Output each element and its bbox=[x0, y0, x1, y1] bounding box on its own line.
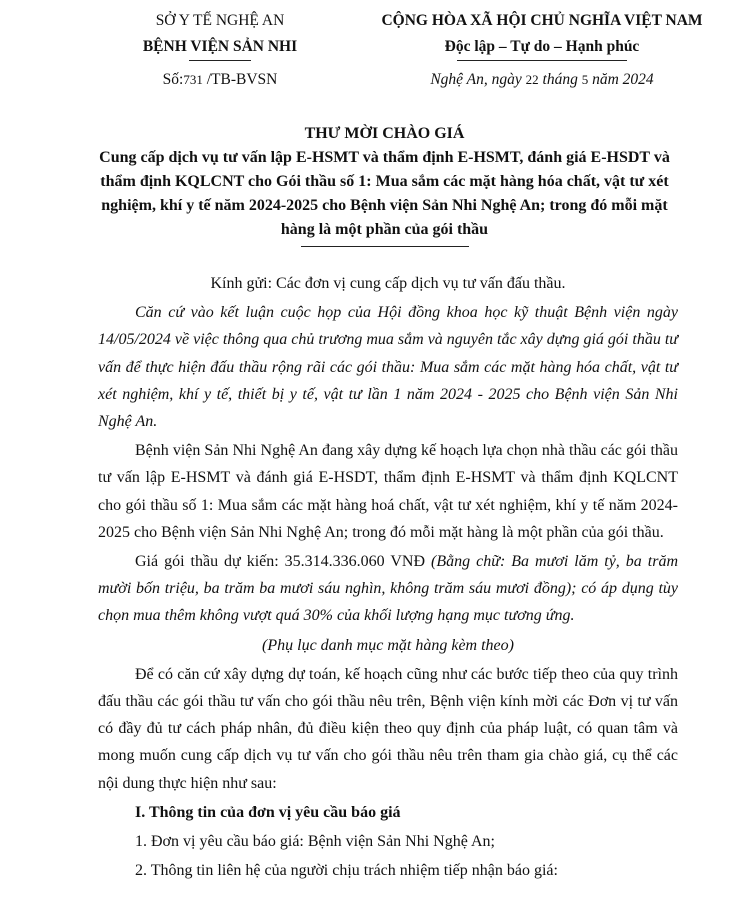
greeting: Kính gửi: Các đơn vị cung cấp dịch vụ tư vấn đấu thầu. bbox=[210, 275, 566, 292]
doc-no-prefix: Số: bbox=[162, 71, 184, 88]
date-prefix: Nghệ An, ngày bbox=[430, 71, 526, 88]
price-label: Giá gói thầu dự kiến: 35.314.336.060 VNĐ bbox=[135, 553, 432, 571]
national-header bbox=[352, 8, 732, 93]
paragraph-price bbox=[98, 548, 678, 630]
date-suffix: năm 2024 bbox=[588, 71, 654, 88]
motto-underline bbox=[457, 60, 627, 61]
issuer-underline bbox=[189, 60, 251, 61]
doc-no-suffix: /TB-BVSN bbox=[202, 71, 278, 88]
document-subtitle: Cung cấp dịch vụ tư vấn lập E-HSMT và thẩm định E-HSMT, đánh giá E-HSDT và thẩm định KQLCNT cho Gói thầu số 1: Mua sắm các mặt hàng hóa chất, vật tư xét nghiệm, khí y tế năm 2024-2025 cho Bệnh viện Sản Nhi Nghệ An; trong đó mỗi mặt hàng là một phần của gói thầu bbox=[99, 149, 670, 238]
paragraph-plan: Bệnh viện Sản Nhi Nghệ An đang xây dựng kế hoạch lựa chọn nhà thầu các gói thầu tư vấn lập E-HSMT và đánh giá E-HSDT, thẩm định E-HSMT và thẩm định KQLCNT cho gói thầu số 1: Mua sắm các mặt hàng hoá chất, vật tư xét nghiệm, khí y tế năm 2024-2025 cho Bệnh viện Sản Nhi Nghệ An; trong đó mỗi mặt hàng là một phần của gói thầu. bbox=[98, 442, 678, 541]
national-title: CỘNG HÒA XÃ HỘI CHỦ NGHĨA VIỆT NAM bbox=[381, 12, 703, 29]
document-title: THƯ MỜI CHÀO GIÁ bbox=[304, 125, 465, 142]
issuer-hospital: BỆNH VIỆN SẢN NHI bbox=[142, 38, 298, 55]
national-motto: Độc lập – Tự do – Hạnh phúc bbox=[444, 38, 640, 55]
issuer-department: SỞ Y TẾ NGHỆ AN bbox=[155, 12, 285, 29]
document-date bbox=[352, 67, 732, 93]
letter-body bbox=[98, 270, 678, 884]
section-1-item-1: 1. Đơn vị yêu cầu báo giá: Bệnh viện Sản Nhi Nghệ An; bbox=[135, 833, 495, 851]
title-underline bbox=[301, 246, 469, 247]
paragraph-invitation: Để có căn cứ xây dựng dự toán, kế hoạch cũng như các bước tiếp theo của quy trình đấu thầu các gói thầu tư vấn cho gói thầu nêu trên, Bệnh viện kính mời các Đơn vị tư vấn có đầy đủ tư cách pháp nhân, đủ điều kiện theo quy định của pháp luật, có quan tâm và mong muốn cung cấp dịch vụ tư vấn cho gói thầu nêu trên tham gia chào giá, cụ thể các nội dung thực hiện như sau: bbox=[98, 665, 678, 792]
price-in-words: (Bằng chữ: Ba mươi lăm tỷ, ba trăm mười bốn triệu, ba trăm ba mươi sáu nghìn, không trăm sáu mươi đồng); có áp dụng tùy chọn mua thêm không vượt quá 30% của khối lượng hạng mục tương ứng. bbox=[98, 553, 678, 625]
section-1-heading: I. Thông tin của đơn vị yêu cầu báo giá bbox=[135, 803, 401, 821]
date-middle: tháng bbox=[538, 71, 582, 88]
paragraph-basis: Căn cứ vào kết luận cuộc họp của Hội đồng khoa học kỹ thuật Bệnh viện ngày 14/05/2024 về việc thông qua chủ trương mua sắm và nguyên tắc xây dựng giá gói thầu tư vấn để thực hiện đấu thầu rộng rãi các gói thầu: Mua sắm các mặt hàng hóa chất, vật tư xét nghiệm, khí y tế, thiết bị y tế, vật tư lần 1 năm 2024 - 2025 cho Bệnh viện Sản Nhi Nghệ An. bbox=[98, 304, 678, 431]
date-day: 22 bbox=[525, 72, 539, 87]
date-month: 5 bbox=[581, 72, 589, 87]
appendix-note: (Phụ lục danh mục mặt hàng kèm theo) bbox=[262, 636, 514, 654]
section-1-item-2: 2. Thông tin liên hệ của người chịu trách nhiệm tiếp nhận báo giá: bbox=[135, 862, 558, 880]
doc-no-number: 731 bbox=[183, 72, 203, 87]
document-number bbox=[100, 67, 340, 93]
issuer-block bbox=[100, 8, 340, 93]
document-title-block bbox=[92, 122, 677, 247]
